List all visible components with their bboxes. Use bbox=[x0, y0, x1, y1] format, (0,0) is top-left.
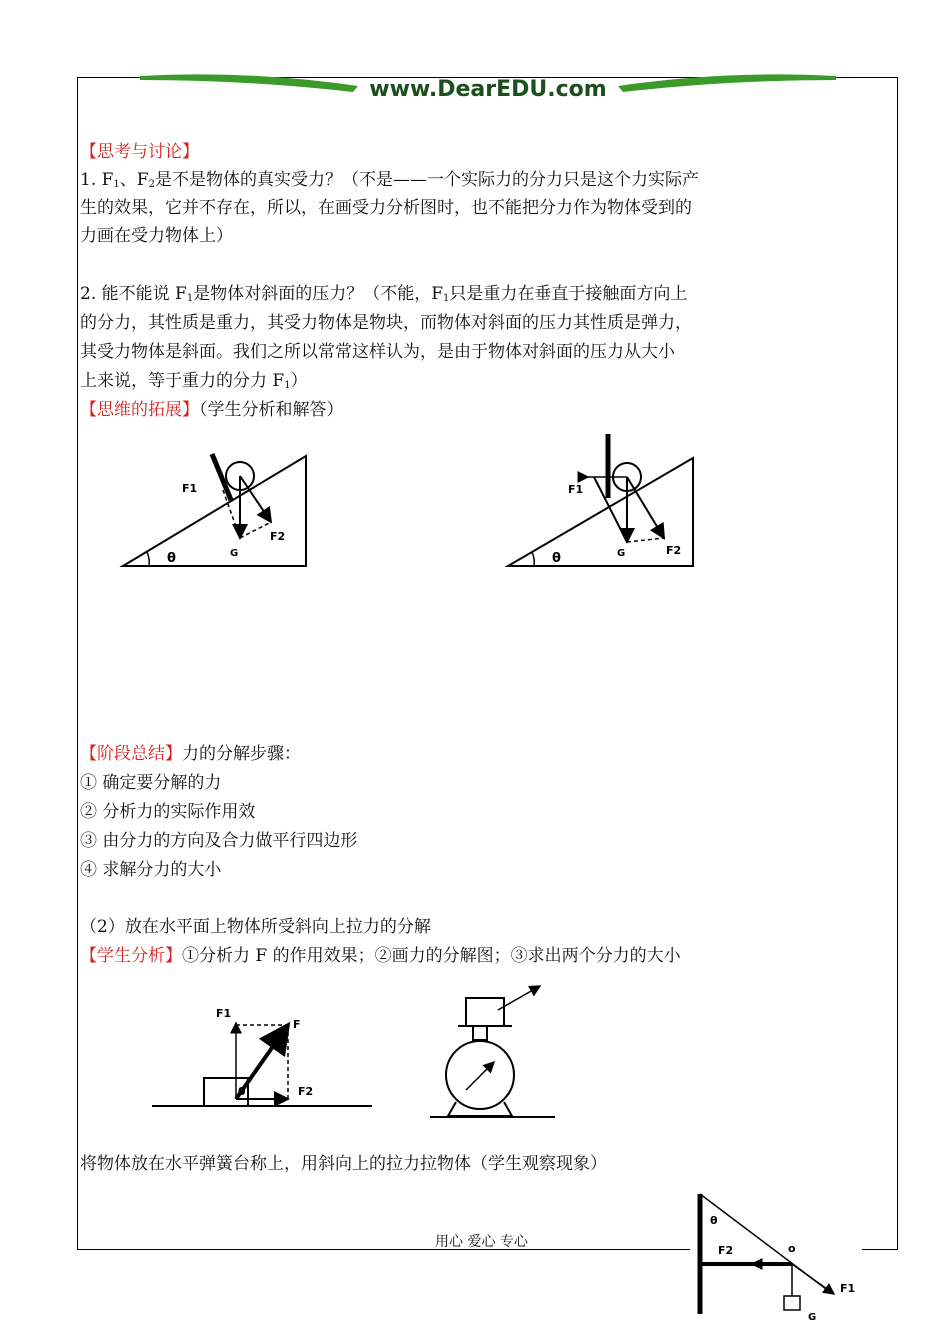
label-f1: F1 bbox=[840, 1282, 856, 1295]
label-g: G bbox=[808, 1312, 817, 1323]
q2-line2: 的分力，其性质是重力，其受力物体是物块，而物体对斜面的压力其性质是弹力， bbox=[80, 313, 692, 333]
label-theta: θ bbox=[710, 1214, 718, 1227]
label-o: o bbox=[788, 1242, 796, 1255]
q1-line2: 生的效果，它并不存在，所以，在画受力分析图时，也不能把分力作为物体受到的 bbox=[80, 198, 692, 218]
label-f1: F1 bbox=[182, 482, 198, 495]
q2-line4: 上来说，等于重力的分力 $F_1$） bbox=[80, 371, 308, 391]
label-theta: θ bbox=[167, 551, 176, 566]
case2-title: （2）放在水平面上物体所受斜向上拉力的分解 bbox=[80, 917, 431, 937]
label-f1: F1 bbox=[216, 1007, 232, 1020]
label-f1: F1 bbox=[568, 483, 584, 496]
label-f: F bbox=[293, 1018, 301, 1031]
heading-extend: 【思维的拓展】（学生分析和解答） bbox=[80, 400, 344, 420]
label-g: G bbox=[617, 548, 626, 559]
heading-think: 【思考与讨论】 bbox=[80, 142, 199, 162]
label-f2: F2 bbox=[270, 530, 286, 543]
incline-diagram-right bbox=[502, 430, 707, 575]
student-analysis: 【学生分析】①分析力 F 的作用效果；②画力的分解图；③求出两个分力的大小 bbox=[80, 946, 681, 966]
page-frame-left bbox=[77, 77, 78, 1249]
q1-line1: 1. $F_1$、$F_2$是不是物体的真实受力？（不是——一个实际力的分力只是这个力实际产 bbox=[80, 170, 699, 190]
label-f2: F2 bbox=[718, 1244, 734, 1257]
q2-line1: 2. 能不能说 $F_1$是物体对斜面的压力？（不能，$F_1$只是重力在垂直于接触面方向上 bbox=[80, 284, 688, 304]
page-frame-bottom-right bbox=[862, 1249, 898, 1250]
q1-line3: 力画在受力物体上） bbox=[80, 226, 233, 246]
incline-diagram-left bbox=[115, 440, 320, 575]
summary-step-4: ④ 求解分力的大小 bbox=[80, 860, 222, 880]
summary-step-3: ③ 由分力的方向及合力做平行四边形 bbox=[80, 831, 358, 851]
heading-summary: 【阶段总结】力的分解步骤： bbox=[80, 744, 301, 764]
summary-step-1: ① 确定要分解的力 bbox=[80, 773, 222, 793]
label-g: G bbox=[230, 548, 239, 559]
summary-step-2: ② 分析力的实际作用效 bbox=[80, 802, 256, 822]
banner-text: www.DearEDU.com bbox=[369, 77, 607, 102]
page-frame-bottom bbox=[77, 1249, 690, 1250]
banner-logo bbox=[138, 72, 838, 108]
page-frame-right bbox=[897, 77, 898, 1249]
footer-text: 用心 爱心 专心 bbox=[435, 1234, 528, 1250]
label-f2: F2 bbox=[666, 544, 682, 557]
block-force-diagram bbox=[150, 1003, 375, 1113]
label-theta: θ bbox=[552, 551, 561, 566]
label-theta: θ bbox=[238, 1085, 246, 1098]
wall-rope-diagram bbox=[690, 1188, 862, 1324]
label-f2: F2 bbox=[298, 1085, 314, 1098]
spring-scale-diagram bbox=[428, 980, 558, 1125]
q2-line3: 其受力物体是斜面。我们之所以常常这样认为，是由于物体对斜面的压力从大小 bbox=[80, 342, 675, 362]
observe-text: 将物体放在水平弹簧台称上，用斜向上的拉力拉物体（学生观察现象） bbox=[80, 1154, 607, 1174]
